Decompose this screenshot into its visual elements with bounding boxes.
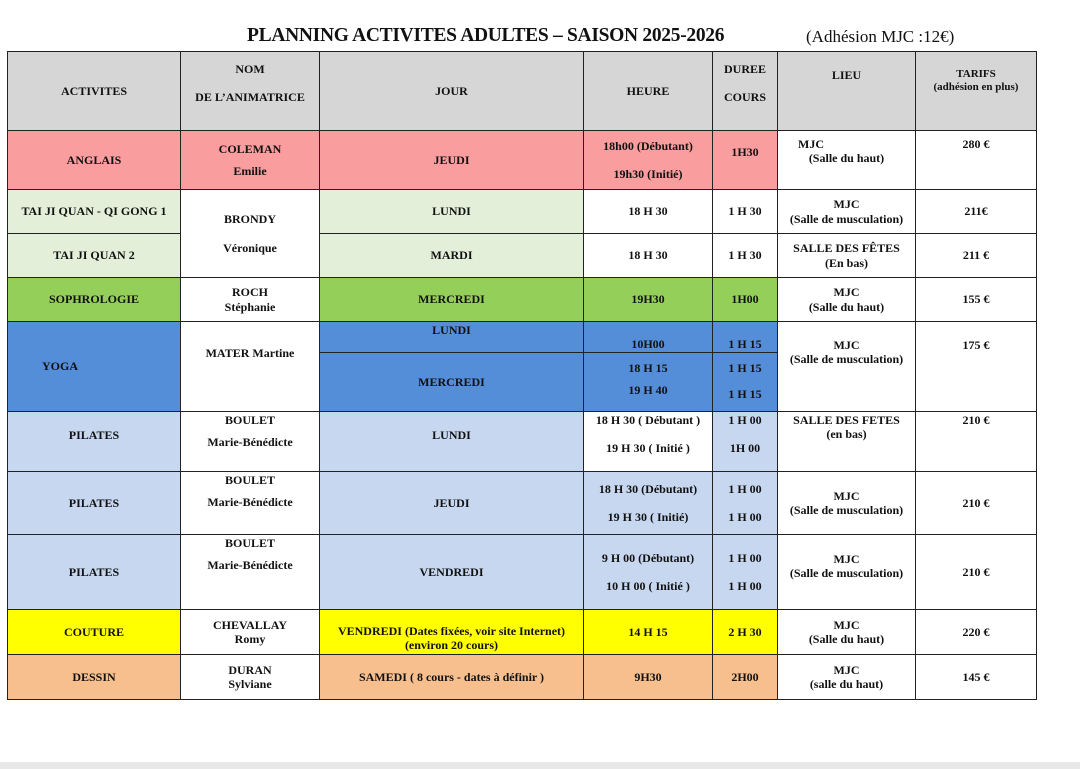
day-cell: VENDREDI (Dates fixées, voir site Internet) (environ 20 cours) bbox=[320, 610, 584, 655]
table-row bbox=[8, 278, 1037, 322]
activity-cell: PILATES bbox=[8, 535, 181, 610]
activity-cell: PILATES bbox=[8, 472, 181, 535]
activity-cell: DESSIN bbox=[8, 655, 181, 700]
yoga-day-mercredi: MERCREDI bbox=[418, 374, 485, 389]
price-cell: 210 € bbox=[916, 412, 1037, 472]
duration-cell: 1 H 00 1 H 00 bbox=[713, 535, 778, 610]
day-cell: LUNDI bbox=[320, 412, 584, 472]
time-cell: 9H30 bbox=[584, 655, 713, 700]
page-edge bbox=[0, 762, 1080, 769]
instructor-cell: DURAN Sylviane bbox=[181, 655, 320, 700]
duration-cell: 2 H 30 bbox=[713, 610, 778, 655]
price-cell: 210 € bbox=[916, 472, 1037, 535]
day-cell: LUNDI bbox=[320, 190, 584, 234]
instructor-cell: CHEVALLAY Romy bbox=[181, 610, 320, 655]
day-cell: MERCREDI bbox=[320, 278, 584, 322]
col-lieu: LIEU bbox=[778, 52, 916, 131]
instructor-cell: MATER Martine bbox=[181, 322, 320, 412]
activity-cell: COUTURE bbox=[8, 610, 181, 655]
col-tarifs: TARIFS (adhésion en plus) bbox=[916, 52, 1037, 131]
table-row bbox=[8, 412, 1037, 472]
time-cell: 18 H 30 ( Débutant ) 19 H 30 ( Initié ) bbox=[584, 412, 713, 472]
table-row bbox=[8, 234, 1037, 278]
col-duree: DUREE COURS bbox=[713, 52, 778, 131]
yoga-day-lundi: LUNDI bbox=[432, 323, 471, 337]
time-cell: 9 H 00 (Débutant) 10 H 00 ( Initié ) bbox=[584, 535, 713, 610]
table-row bbox=[8, 190, 1037, 234]
instructor-cell: COLEMAN Emilie bbox=[181, 131, 320, 190]
day-cell bbox=[320, 322, 584, 412]
col-activites: ACTIVITES bbox=[8, 52, 181, 131]
time-cell: 18h00 (Débutant) 19h30 (Initié) bbox=[584, 131, 713, 190]
day-cell: JEUDI bbox=[320, 472, 584, 535]
table-row bbox=[8, 472, 1037, 535]
price-cell: 175 € bbox=[916, 322, 1037, 412]
time-cell: 14 H 15 bbox=[584, 610, 713, 655]
location-cell: MJC (Salle du haut) bbox=[778, 610, 916, 655]
duration-cell: 1 H 00 1 H 00 bbox=[713, 472, 778, 535]
location-cell: SALLE DES FETES (en bas) bbox=[778, 412, 916, 472]
activity-cell: TAI JI QUAN - QI GONG 1 bbox=[8, 190, 181, 234]
duration-cell: 1 H 00 1H 00 bbox=[713, 412, 778, 472]
schedule-table bbox=[7, 51, 1037, 700]
table-row bbox=[8, 655, 1037, 700]
instructor-cell: BRONDY Véronique bbox=[181, 190, 320, 278]
location-cell: SALLE DES FÊTES (En bas) bbox=[778, 234, 916, 278]
price-cell: 220 € bbox=[916, 610, 1037, 655]
location-cell: MJC (Salle de musculation) bbox=[778, 472, 916, 535]
time-cell: 18 H 30 bbox=[584, 234, 713, 278]
price-cell: 210 € bbox=[916, 535, 1037, 610]
duration-cell: 1 H 30 bbox=[713, 234, 778, 278]
duration-cell: 1 H 15 1 H 15 1 H 15 bbox=[713, 322, 778, 412]
location-cell: MJC (Salle de musculation) bbox=[778, 190, 916, 234]
price-cell: 211 € bbox=[916, 234, 1037, 278]
day-cell: JEUDI bbox=[320, 131, 584, 190]
price-cell: 145 € bbox=[916, 655, 1037, 700]
price-cell: 155 € bbox=[916, 278, 1037, 322]
col-heure: HEURE bbox=[584, 52, 713, 131]
adhesion-note: (Adhésion MJC :12€) bbox=[806, 27, 955, 46]
table-row bbox=[8, 610, 1037, 655]
instructor-cell: ROCH Stéphanie bbox=[181, 278, 320, 322]
time-cell: 18 H 30 (Débutant) 19 H 30 ( Initié) bbox=[584, 472, 713, 535]
location-cell: MJC (salle du haut) bbox=[778, 655, 916, 700]
day-cell: SAMEDI ( 8 cours - dates à définir ) bbox=[320, 655, 584, 700]
duration-cell: 1H00 bbox=[713, 278, 778, 322]
col-jour: JOUR bbox=[320, 52, 584, 131]
instructor-cell: BOULET Marie-Bénédicte bbox=[181, 535, 320, 610]
duration-cell: 2H00 bbox=[713, 655, 778, 700]
location-cell: MJC (Salle du haut) bbox=[778, 131, 916, 190]
price-cell: 280 € bbox=[916, 131, 1037, 190]
activity-cell: PILATES bbox=[8, 412, 181, 472]
day-cell: MARDI bbox=[320, 234, 584, 278]
time-cell: 19H30 bbox=[584, 278, 713, 322]
document-title: PLANNING ACTIVITES ADULTES – SAISON 2025-2026 bbox=[247, 25, 725, 46]
time-cell: 10H00 18 H 15 19 H 40 bbox=[584, 322, 713, 412]
duration-cell: 1H30 bbox=[713, 131, 778, 190]
duration-cell: 1 H 30 bbox=[713, 190, 778, 234]
location-cell: MJC (Salle du haut) bbox=[778, 278, 916, 322]
table-row bbox=[8, 535, 1037, 610]
activity-cell: TAI JI QUAN 2 bbox=[8, 234, 181, 278]
header-row bbox=[8, 52, 1037, 131]
location-cell: MJC (Salle de musculation) bbox=[778, 535, 916, 610]
instructor-cell: BOULET Marie-Bénédicte bbox=[181, 472, 320, 535]
instructor-cell: BOULET Marie-Bénédicte bbox=[181, 412, 320, 472]
price-cell: 211€ bbox=[916, 190, 1037, 234]
table-row bbox=[8, 322, 1037, 412]
location-cell: MJC (Salle de musculation) bbox=[778, 322, 916, 412]
col-nom: NOM DE L’ANIMATRICE bbox=[181, 52, 320, 131]
time-cell: 18 H 30 bbox=[584, 190, 713, 234]
activity-cell: SOPHROLOGIE bbox=[8, 278, 181, 322]
activity-cell: YOGA bbox=[8, 322, 181, 412]
activity-cell: ANGLAIS bbox=[8, 131, 181, 190]
table-row bbox=[8, 131, 1037, 190]
day-cell: VENDREDI bbox=[320, 535, 584, 610]
